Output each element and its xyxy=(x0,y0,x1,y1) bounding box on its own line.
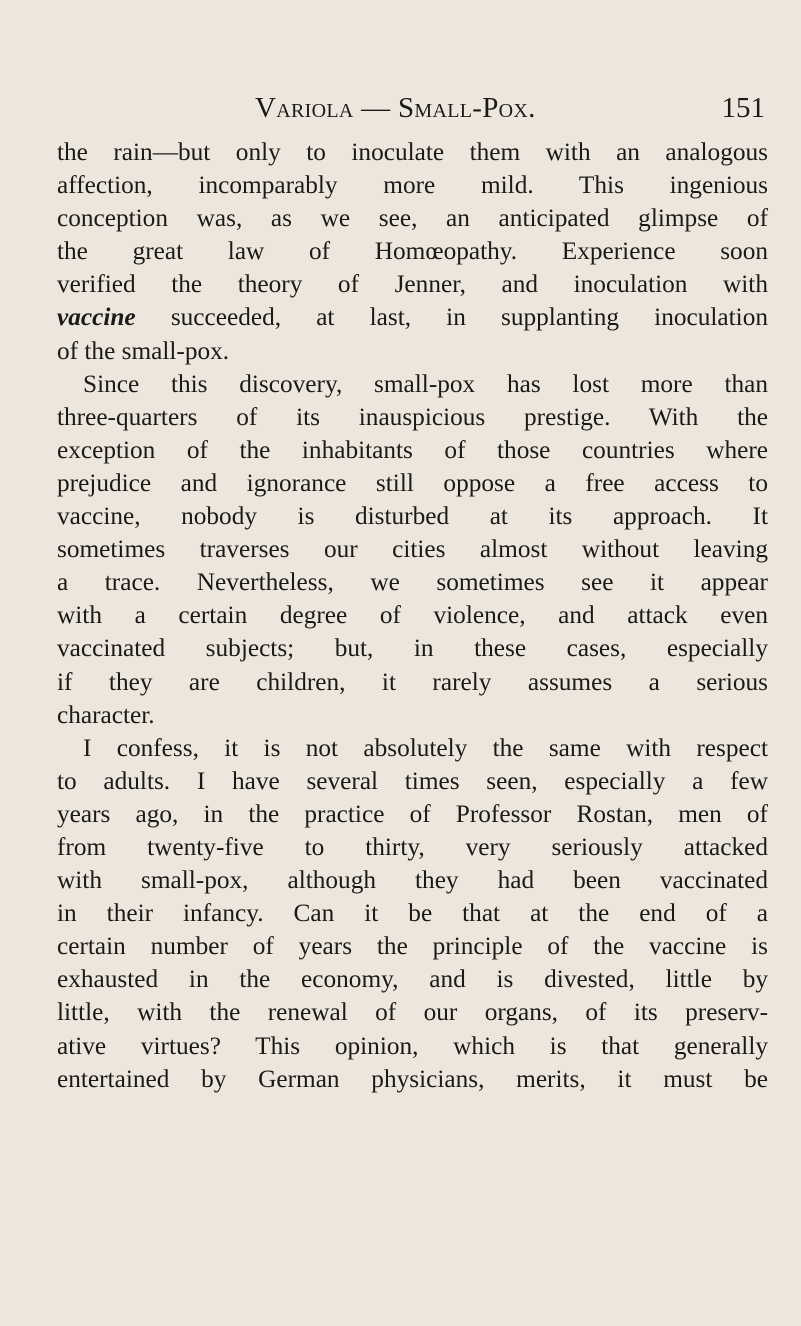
text-line: three-quarters of its inauspicious prestige. With the xyxy=(57,402,768,431)
text-line: ative virtues? This opinion, which is that generally xyxy=(57,1031,768,1060)
text-line: if they are children, it rarely assumes a serious xyxy=(57,667,768,696)
text-line: vaccinated subjects; but, in these cases, especially xyxy=(57,634,768,663)
text-line: to adults. I have several times seen, especially a few xyxy=(57,766,768,795)
text-line: in their infancy. Can it be that at the end of a xyxy=(57,899,768,928)
text-line: conception was, as we see, an anticipated glimpse of xyxy=(57,204,768,233)
paragraph-start: I confess, it is not absolutely the same with respect xyxy=(83,733,768,762)
text-line: little, with the renewal of our organs, of its preserv- xyxy=(57,998,768,1027)
text-line: a trace. Nevertheless, we sometimes see it appear xyxy=(57,568,768,597)
emphasis-vaccine: vaccine xyxy=(57,303,136,332)
text-line: with small-pox, although they had been vaccinated xyxy=(57,866,768,895)
text-line: with a certain degree of violence, and attack even xyxy=(57,601,768,630)
text-line: prejudice and ignorance still oppose a free access to xyxy=(57,468,768,497)
text-line: certain number of years the principle of the vaccine is xyxy=(57,932,768,961)
text-line: of the small-pox. xyxy=(57,336,230,365)
paragraph-start: Since this discovery, small-pox has lost more than xyxy=(83,369,768,398)
text-line: vaccine, nobody is disturbed at its approach. It xyxy=(57,502,768,531)
text-line: verified the theory of Jenner, and inoculation with xyxy=(57,270,768,299)
running-title: Variola — Small-Pox. xyxy=(255,92,536,124)
running-head xyxy=(255,88,775,128)
text-line: character. xyxy=(57,700,155,729)
text-line: entertained by German physicians, merits, it must be xyxy=(57,1064,768,1093)
text-line: affection, incomparably more mild. This ingenious xyxy=(57,171,768,200)
body-text xyxy=(57,136,768,1096)
text-line: the rain—but only to inoculate them with an analogous xyxy=(57,138,768,166)
text-line: exhausted in the economy, and is divested, little by xyxy=(57,965,768,994)
text-line: exception of the inhabitants of those countries where xyxy=(57,435,768,464)
text-line-with-emphasis xyxy=(57,301,768,334)
text-line: sometimes traverses our cities almost without leaving xyxy=(57,535,768,564)
text-line: from twenty-five to thirty, very seriously attacked xyxy=(57,832,768,861)
page-number: 151 xyxy=(721,92,765,124)
text-line: years ago, in the practice of Professor Rostan, men of xyxy=(57,799,768,828)
text-line-rest: succeeded, at last, in supplanting inoculation xyxy=(170,303,768,332)
text-line: the great law of Homœopathy. Experience soon xyxy=(57,237,768,266)
